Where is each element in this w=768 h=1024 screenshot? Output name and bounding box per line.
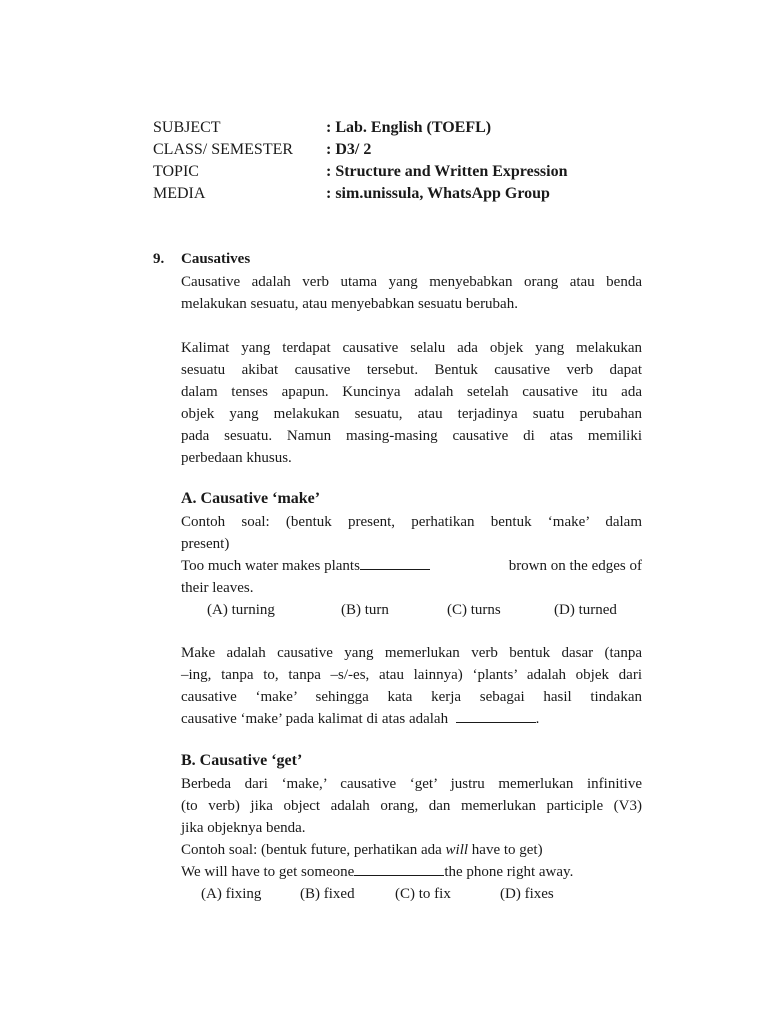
paragraph-line: (to verb) jika object adalah orang, dan memerlukan participle (V3) bbox=[181, 798, 642, 814]
paragraph-line: causative ‘make’ sehingga kata kerja sebagai hasil tindakan bbox=[181, 689, 642, 705]
paragraph-line: perbedaan khusus. bbox=[181, 450, 292, 466]
option-a-A: (A) turning bbox=[207, 602, 275, 618]
question-a-line-2: their leaves. bbox=[181, 580, 254, 596]
explanation-period: . bbox=[535, 711, 540, 727]
option-b-C: (C) to fix bbox=[395, 886, 451, 902]
paragraph-line: Contoh soal: (bentuk present, perhatikan bentuk ‘make’ dalam bbox=[181, 514, 642, 530]
paragraph-line: Berbeda dari ‘make,’ causative ‘get’ justru memerlukan infinitive bbox=[181, 776, 642, 792]
paragraph-line: sesuatu akibat causative tersebut. Bentuk causative verb dapat bbox=[181, 362, 642, 378]
header-value: : Structure and Written Expression bbox=[326, 163, 568, 180]
example-b-text: Contoh soal: (bentuk future, perhatikan ada bbox=[181, 842, 442, 858]
paragraph-line: dalam tenses apapun. Kuncinya adalah setelah causative itu ada bbox=[181, 384, 642, 400]
paragraph-line: pada sesuatu. Namun masing-masing causative di atas memiliki bbox=[181, 428, 642, 444]
question-a-text: Too much water makes plants bbox=[181, 558, 360, 574]
question-b-text: We will have to get someone bbox=[181, 864, 355, 880]
answer-blank bbox=[456, 708, 536, 723]
option-a-D: (D) turned bbox=[554, 602, 617, 618]
paragraph-line: –ing, tanpa to, tanpa –s/-es, atau lainnya) ‘plants’ adalah objek dari bbox=[181, 667, 642, 683]
part-a-heading: A. Causative ‘make’ bbox=[181, 490, 321, 507]
section-title: Causatives bbox=[181, 251, 251, 267]
header-value: : sim.unissula, WhatsApp Group bbox=[326, 185, 550, 202]
example-b-text-end: have to get) bbox=[471, 842, 543, 858]
option-b-B: (B) fixed bbox=[300, 886, 355, 902]
part-b-heading: B. Causative ‘get’ bbox=[181, 752, 303, 769]
paragraph-line-blank bbox=[181, 708, 539, 730]
question-a-line bbox=[181, 555, 642, 577]
header-label: TOPIC bbox=[153, 163, 199, 180]
answer-blank bbox=[354, 861, 444, 876]
paragraph-line: Kalimat yang terdapat causative selalu ada objek yang melakukan bbox=[181, 340, 642, 356]
explanation-text: causative ‘make’ pada kalimat di atas adalah bbox=[181, 711, 449, 727]
option-b-D: (D) fixes bbox=[500, 886, 554, 902]
question-b-line bbox=[181, 861, 573, 883]
example-b-line bbox=[181, 839, 543, 861]
paragraph-line: jika objeknya benda. bbox=[181, 820, 306, 836]
header-label: CLASS/ SEMESTER bbox=[153, 141, 294, 158]
paragraph-line: melakukan sesuatu, atau menyebabkan sesuatu berubah. bbox=[181, 296, 518, 312]
paragraph-line: Causative adalah verb utama yang menyebabkan orang atau benda bbox=[181, 274, 642, 290]
header-value: : Lab. English (TOEFL) bbox=[326, 119, 492, 136]
option-b-A: (A) fixing bbox=[201, 886, 262, 902]
section-number: 9. bbox=[153, 251, 165, 267]
paragraph-line: Make adalah causative yang memerlukan verb bentuk dasar (tanpa bbox=[181, 645, 642, 661]
header-label: SUBJECT bbox=[153, 119, 221, 136]
header-value: : D3/ 2 bbox=[326, 141, 372, 158]
question-b-text-end: the phone right away. bbox=[444, 864, 574, 880]
header-label: MEDIA bbox=[153, 185, 206, 202]
answer-blank bbox=[360, 555, 430, 570]
paragraph-line: objek yang melakukan sesuatu, atau terjadinya suatu perubahan bbox=[181, 406, 642, 422]
option-a-C: (C) turns bbox=[447, 602, 501, 618]
example-b-emphasis: will bbox=[445, 842, 469, 858]
option-a-B: (B) turn bbox=[341, 602, 389, 618]
question-a-text-end: brown on the edges of bbox=[508, 558, 642, 574]
paragraph-line: present) bbox=[181, 536, 230, 552]
